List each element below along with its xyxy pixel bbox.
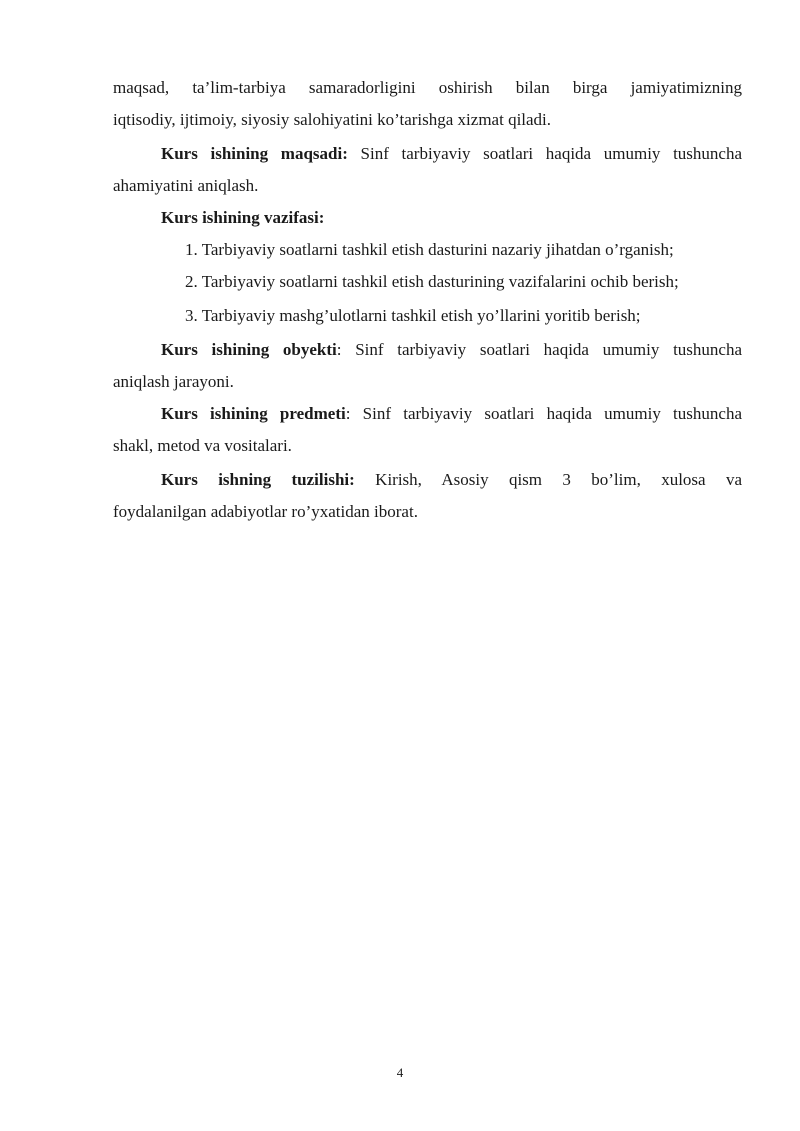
maqsad-label: Kurs ishining maqsadi: bbox=[161, 144, 348, 163]
paragraph-text: shakl, metod va vositalari. bbox=[113, 436, 292, 455]
list-item: 3. Tarbiyaviy mashg’ulotlarni tashkil etish yo’llarini yoritib berish; bbox=[185, 306, 641, 325]
predmet-text: : Sinf tarbiyaviy soatlari haqida umumiy tushuncha bbox=[345, 404, 742, 423]
obyekt-label: Kurs ishining obyekti bbox=[161, 340, 337, 359]
paragraph-intro-line2 bbox=[113, 104, 742, 136]
maqsad-line2 bbox=[113, 170, 742, 202]
paragraph-intro-line1 bbox=[113, 72, 742, 104]
tuzilish-text: Kirish, Asosiy qism 3 bo’lim, xulosa va bbox=[354, 470, 742, 489]
paragraph-text: iqtisodiy, ijtimoiy, siyosiy salohiyatini ko’tarishga xizmat qiladi. bbox=[113, 110, 552, 129]
vazifa-heading bbox=[113, 202, 790, 234]
page-number: 4 bbox=[396, 1065, 404, 1080]
predmet-line1 bbox=[113, 398, 742, 430]
paragraph-text: foydalanilgan adabiyotlar ro’yxatidan iborat. bbox=[113, 502, 418, 521]
paragraph-text: aniqlash jarayoni. bbox=[113, 372, 234, 391]
tuzilish-line1 bbox=[113, 464, 742, 496]
vazifa-label: Kurs ishining vazifasi: bbox=[161, 208, 325, 227]
paragraph-text: maqsad, ta’lim-tarbiya samaradorligini oshirish bilan birga jamiyatimizning bbox=[113, 78, 742, 97]
maqsad-text: Sinf tarbiyaviy soatlari haqida umumiy tushuncha bbox=[347, 144, 742, 163]
maqsad-line1 bbox=[113, 138, 742, 170]
obyekt-text: : Sinf tarbiyaviy soatlari haqida umumiy tushuncha bbox=[336, 340, 742, 359]
list-item: 1. Tarbiyaviy soatlarni tashkil etish dasturini nazariy jihatdan o’rganish; bbox=[185, 240, 674, 259]
obyekt-line1 bbox=[113, 334, 742, 366]
list-item: 2. Tarbiyaviy soatlarni tashkil etish dasturining vazifalarini ochib berish; bbox=[185, 272, 679, 291]
tuzilish-label: Kurs ishning tuzilishi: bbox=[161, 470, 355, 489]
predmet-line2 bbox=[113, 430, 742, 462]
paragraph-text: ahamiyatini aniqlash. bbox=[113, 176, 259, 195]
tuzilish-line2 bbox=[113, 496, 742, 528]
predmet-label: Kurs ishining predmeti bbox=[161, 404, 346, 423]
obyekt-line2 bbox=[113, 366, 742, 398]
